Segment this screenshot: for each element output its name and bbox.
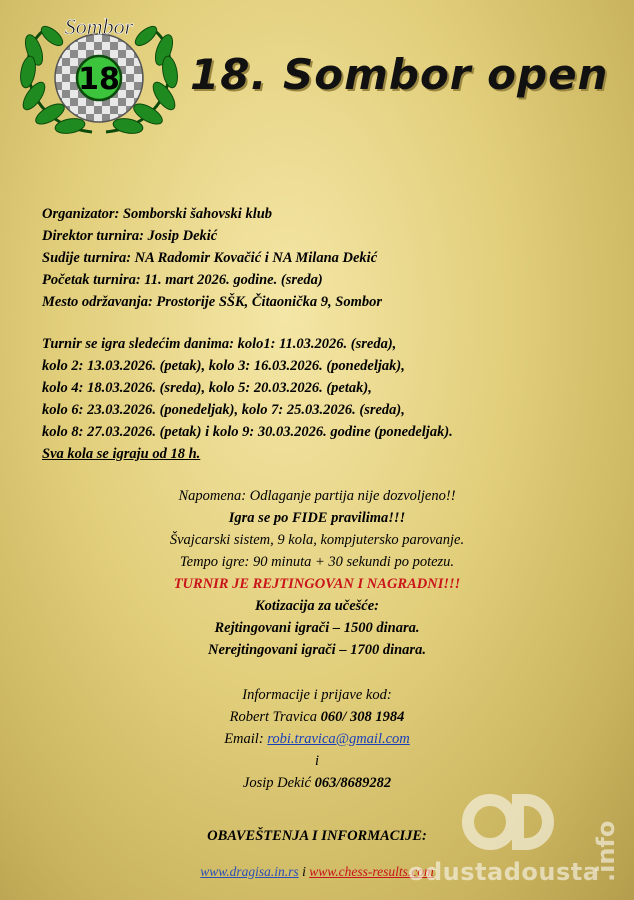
venue-line: Mesto održavanja: Prostorije SŠK, Čitaonička 9, Sombor: [42, 294, 382, 310]
links-separator: i: [302, 864, 306, 879]
postpone-note: Napomena: Odlaganje partija nije dozvoljeno!!: [178, 488, 456, 504]
contact-phone-2[interactable]: 063/8689282: [314, 775, 392, 791]
chess-results-link[interactable]: www.chess-results.com: [309, 864, 434, 879]
schedule-line: Turnir se igra sledećim danima: kolo1: 11.03.2026. (sreda),: [42, 336, 397, 352]
schedule-line: kolo 4: 18.03.2026. (sreda), kolo 5: 20.03.2026. (petak),: [42, 380, 372, 396]
watermark-logo-icon: [460, 790, 556, 854]
schedule-line: kolo 2: 13.03.2026. (petak), kolo 3: 16.03.2026. (ponedeljak),: [42, 358, 405, 374]
page-title: 18. Sombor open: [190, 50, 609, 99]
announcements-heading: OBAVEŠTENJA I INFORMACIJE:: [207, 828, 427, 844]
email-link[interactable]: robi.travica@gmail.com: [267, 731, 410, 747]
tournament-logo: [14, 10, 184, 142]
schedule-line: kolo 6: 23.03.2026. (ponedeljak), kolo 7: 25.03.2026. (sreda),: [42, 402, 405, 418]
contact-phone-1[interactable]: 060/ 308 1984: [320, 709, 405, 725]
contact-info: [0, 684, 634, 794]
contact-name-2: Josip Dekić: [242, 775, 311, 791]
fide-rules-note: Igra se po FIDE pravilima!!!: [228, 510, 406, 526]
rated-announcement: TURNIR JE REJTINGOVAN I NAGRADNI!!!: [173, 576, 461, 592]
email-label: Email:: [224, 731, 264, 747]
schedule: [42, 333, 453, 465]
contact-email-row: [0, 728, 634, 750]
tempo-note: Tempo igre: 90 minuta + 30 sekundi po potezu.: [179, 554, 455, 570]
fee-title: Kotizacija za učešće:: [254, 598, 380, 614]
contact-name-1: Robert Travica: [229, 709, 317, 725]
schedule-time-note: Sva kola se igraju od 18 h.: [42, 446, 201, 462]
logo-number: 18: [78, 62, 120, 97]
organization-info: [42, 203, 382, 313]
system-note: Švajcarski sistem, 9 kola, kompjutersko parovanje.: [169, 532, 465, 548]
contact-conjunction: i: [314, 753, 320, 769]
watermark-text: odustadousta: [408, 858, 600, 886]
fee-rated: Rejtingovani igrači – 1500 dinara.: [214, 620, 420, 636]
schedule-line: kolo 8: 27.03.2026. (petak) i kolo 9: 30.03.2026. godine (ponedeljak).: [42, 424, 453, 440]
organizer-line: Organizator: Somborski šahovski klub: [42, 206, 273, 222]
logo-arc-text: Sombor: [64, 14, 134, 39]
dragisa-link[interactable]: www.dragisa.in.rs: [200, 864, 299, 879]
director-line: Direktor turnira: Josip Dekić: [42, 228, 218, 244]
fee-unrated: Nerejtingovani igrači – 1700 dinara.: [208, 642, 426, 658]
watermark-suffix: .info: [592, 820, 620, 882]
arbiters-line: Sudije turnira: NA Radomir Kovačić i NA Milana Dekić: [42, 250, 378, 266]
contact-person-1: [0, 706, 634, 728]
start-date-line: Početak turnira: 11. mart 2026. godine. (sreda): [42, 272, 323, 288]
tournament-notes: [0, 485, 634, 661]
contact-heading: Informacije i prijave kod:: [242, 687, 392, 703]
